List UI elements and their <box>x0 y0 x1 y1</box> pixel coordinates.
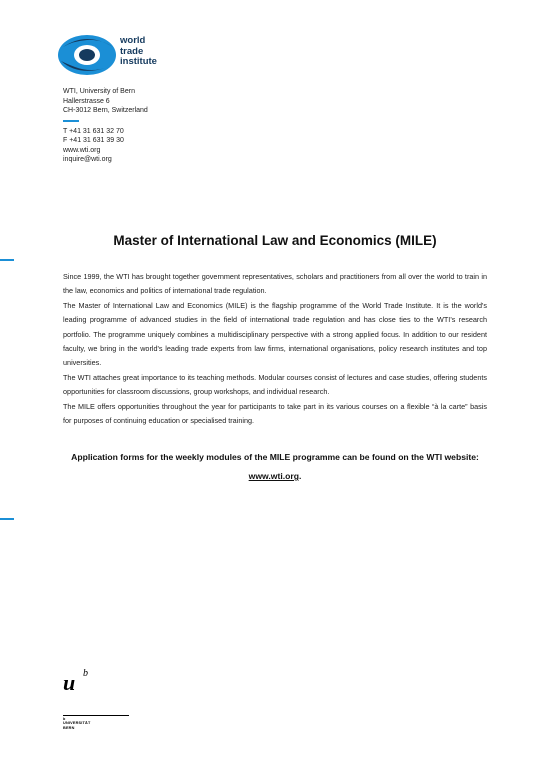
body-paragraph: Since 1999, the WTI has brought together government representatives, scholars and practitioners from all over the world to train in the law, economics and politics of international trade regulation. <box>63 272 487 296</box>
body-paragraph: The MILE offers opportunities throughout the year for participants to take part in its various courses on a flexible “à la carte” basis for purposes of continuing education or specialised training. <box>63 401 487 426</box>
body-paragraph: The Master of International Law and Economics (MILE) is the flagship programme of the World Trade Institute. It is the world's leading programme of advanced studies in the field of international trade regulation and has close ties to the WTI's research portfolio. The programme uniquely combines a multidisciplinary perspective with a strong applied focus. In addition to our resident faculty, we bring in the world's leading trade experts from law firms, international organisations, policy research institutes and top universities. <box>63 300 487 368</box>
address-line: CH-3012 Bern, Switzerland <box>63 107 148 114</box>
ub-logo-label <box>63 717 91 730</box>
ub-logo-mark: u <box>63 670 76 695</box>
address-divider <box>63 120 79 122</box>
address-block <box>63 87 148 165</box>
address-line: Hallerstrasse 6 <box>63 97 110 105</box>
logo-line: trade <box>120 45 144 57</box>
address-line: WTI, University of Bern <box>63 88 135 95</box>
fax-number: F +41 31 631 39 30 <box>63 137 124 144</box>
application-note <box>63 448 487 486</box>
page-title: Master of International Law and Economics (MILE) <box>113 233 437 248</box>
university-bern-logo <box>63 668 143 730</box>
application-note-end: . <box>298 471 302 481</box>
logo-wordmark <box>120 36 157 68</box>
ub-logo-rule <box>63 715 129 716</box>
ub-label-line: BERN <box>63 725 75 730</box>
wti-logo-icon <box>57 33 119 77</box>
margin-fold-mark <box>0 259 14 261</box>
ub-logo-superscript: b <box>83 668 88 679</box>
margin-fold-mark <box>0 518 14 520</box>
email-link[interactable]: inquire@wti.org <box>63 156 112 163</box>
phone-number: T +41 31 631 32 70 <box>63 127 124 135</box>
logo-line: world <box>120 35 146 46</box>
wti-logo <box>57 33 187 77</box>
application-note-text: Application forms for the weekly modules of the MILE programme can be found on the WTI website: <box>71 452 479 462</box>
ub-label-line: UNIVERSITÄT <box>63 721 91 726</box>
ub-label-line: b <box>63 717 66 721</box>
logo-line: institute <box>120 56 157 67</box>
body-paragraph: The WTI attaches great importance to its teaching methods. Modular courses consist of lectures and case studies, offering students opportunities for classroom discussions, group workshops, and individual research. <box>63 372 487 397</box>
body-text <box>63 270 487 428</box>
wti-website-link[interactable]: www.wti.org <box>248 471 299 481</box>
website-link[interactable]: www.wti.org <box>63 146 101 154</box>
